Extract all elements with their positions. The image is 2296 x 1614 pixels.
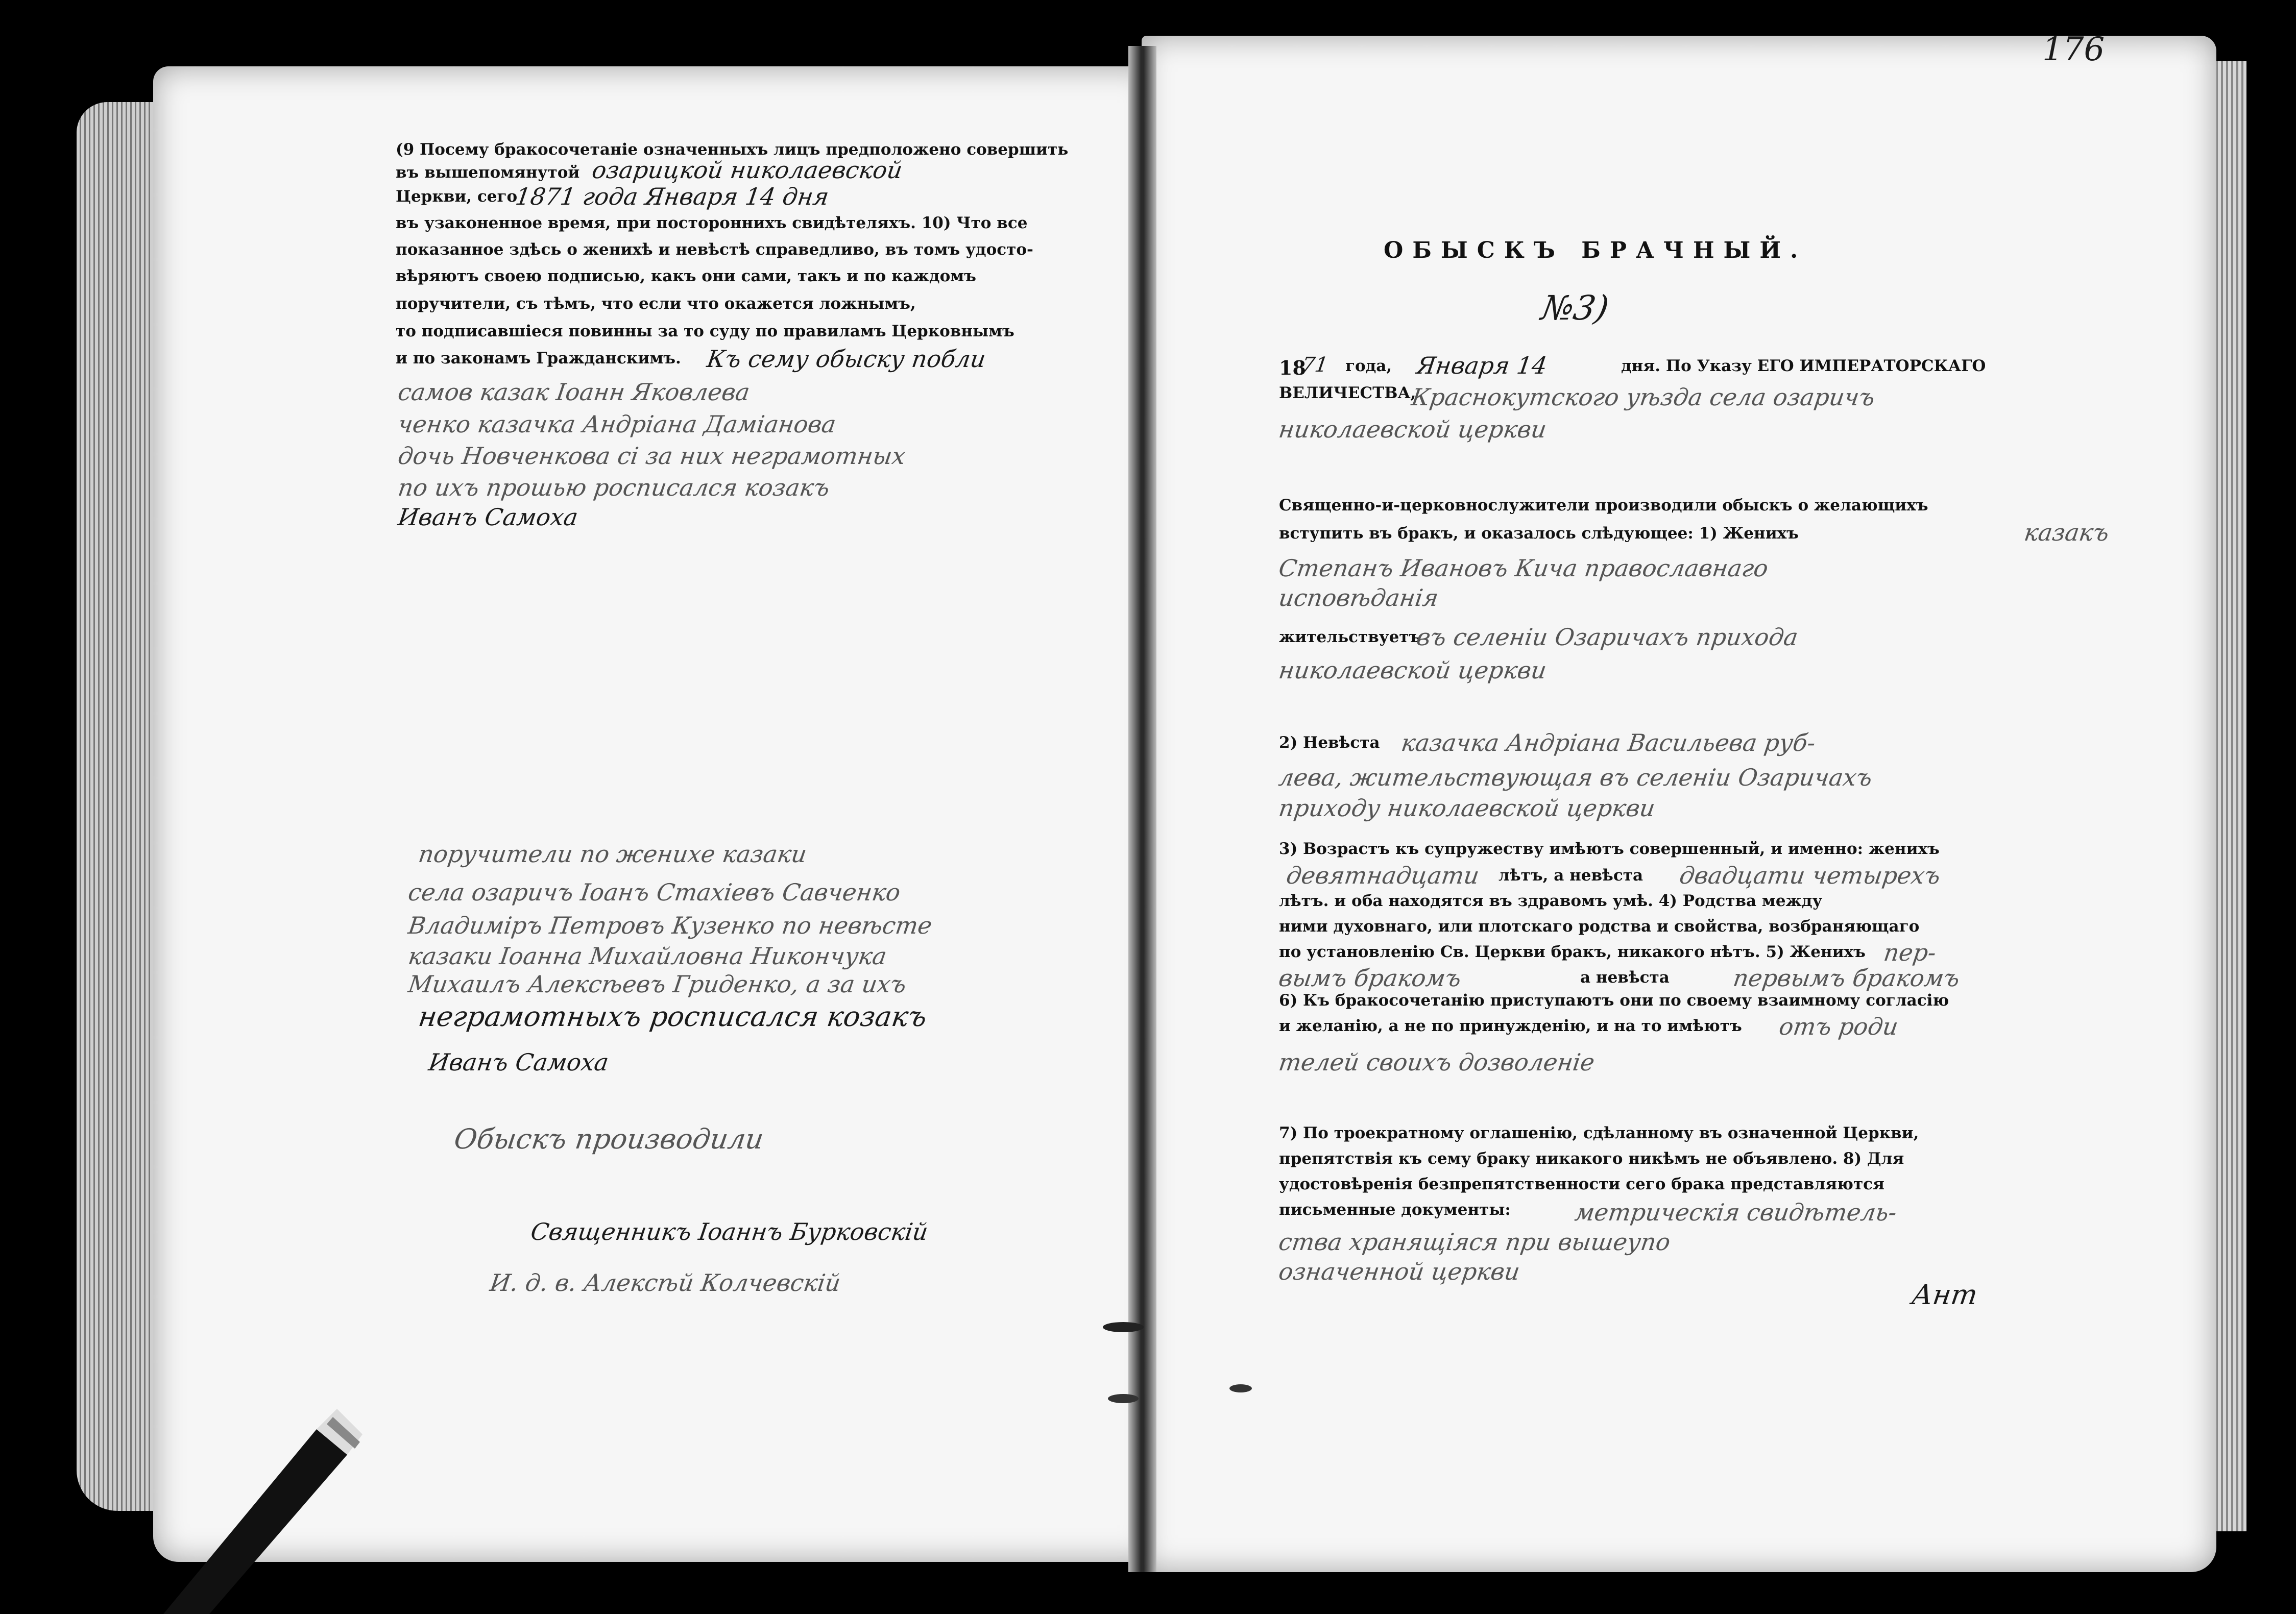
left-handwritten-line: 1871 года Января 14 дня: [514, 183, 831, 210]
right-handwritten-line: николаевской церкви: [1277, 656, 1549, 684]
pencil-icon: [153, 1399, 368, 1614]
right-printed-line: 2) Невѣста: [1279, 733, 1380, 752]
right-printed-line: и желанію, а не по принужденію, и на то имѣютъ: [1279, 1017, 1742, 1035]
right-printed-line: удостовѣренія безпрепятственности сего брака представляются: [1279, 1175, 1884, 1193]
left-printed-line: и по законамъ Гражданскимъ.: [396, 349, 681, 368]
left-handwritten-line: И. д. в. Алексѣй Колчевскій: [488, 1269, 842, 1297]
right-printed-line: письменные документы:: [1279, 1201, 1511, 1219]
right-handwritten-line: Января 14: [1415, 352, 1549, 379]
right-handwritten-line: лева, жительствующая въ селеніи Озаричахъ: [1277, 764, 1874, 791]
right-printed-line: Священно-и-церковнослужители производили обыскъ о желающихъ: [1279, 496, 1928, 515]
left-handwritten-line: озарицкой николаевской: [590, 156, 904, 184]
right-printed-line: ними духовнаго, или плотскаго родства и свойства, возбраняющаго: [1279, 917, 1920, 936]
left-handwritten-line: села озаричъ Іоанъ Стахіевъ Савченко: [406, 878, 903, 906]
right-printed-line: года,: [1345, 357, 1392, 375]
left-printed-line: въ вышепомянутой: [396, 163, 580, 182]
right-handwritten-line: отъ роди: [1777, 1013, 1900, 1040]
right-handwritten-line: девятнадцати: [1285, 862, 1481, 889]
right-handwritten-line: казачка Андріана Васильева руб-: [1399, 729, 1818, 756]
right-printed-line: по установленію Св. Церкви бракъ, никакого нѣтъ. 5) Женихъ: [1279, 943, 1866, 961]
left-handwritten-line: ченко казачка Андріана Даміанова: [396, 410, 838, 438]
left-printed-line: въ узаконенное время, при постороннихъ свидѣтеляхъ. 10) Что все: [396, 214, 1028, 232]
left-printed-line: поручители, съ тѣмъ, что если что окажется ложнымъ,: [396, 295, 916, 313]
left-printed-line: то подписавшіеся повинны за то суду по правиламъ Церковнымъ: [396, 322, 1014, 340]
right-handwritten-line: вымъ бракомъ: [1277, 964, 1463, 992]
right-handwritten-line: приходу николаевской церкви: [1277, 794, 1657, 822]
left-handwritten-line: Священникъ Іоаннъ Бурковскій: [529, 1218, 930, 1245]
right-handwritten-line: первымъ бракомъ: [1731, 964, 1962, 992]
right-printed-line: 3) Возрастъ къ супружеству имѣютъ совершенный, и именно: женихъ: [1279, 840, 1940, 858]
left-handwritten-line: Иванъ Самоха: [427, 1048, 611, 1076]
right-handwritten-line: метрическія свидѣтель-: [1573, 1199, 1899, 1226]
book-gutter: [1128, 46, 1156, 1572]
record-number: №3): [1538, 288, 1612, 328]
left-handwritten-line: по ихъ прошью росписался козакъ: [396, 474, 832, 501]
right-printed-line: лѣтъ, а невѣста: [1499, 866, 1644, 885]
right-handwritten-line: пер-: [1882, 939, 1938, 966]
left-handwritten-line: поручители по женихе казаки: [417, 840, 809, 868]
right-printed-line: 18: [1279, 356, 1306, 379]
left-handwritten-line: Къ сему обыску побли: [705, 345, 988, 373]
left-handwritten-line: Владиміръ Петровъ Кузенко по невѣсте: [406, 912, 934, 939]
right-handwritten-line: Краснокутского уѣзда села озаричъ: [1410, 383, 1877, 411]
form-title: ОБЫСКЪ БРАЧНЫЙ.: [1384, 237, 1807, 263]
right-printed-line: вступить въ бракъ, и оказалось слѣдующее: 1) Женихъ: [1279, 524, 1799, 543]
left-page-edge: [77, 102, 158, 1511]
right-printed-line: препятствія къ сему браку никакого никѣмъ не объявлено. 8) Для: [1279, 1150, 1904, 1168]
left-handwritten-line: самов казак Іоанн Яковлева: [396, 378, 752, 406]
ink-blot: [1103, 1388, 1144, 1409]
right-printed-line: 7) По троекратному оглашенію, сдѣланному въ означенной Церкви,: [1279, 1124, 1919, 1142]
folio-number: 176: [2042, 31, 2105, 68]
right-printed-line: дня. По Указу ЕГО ИМПЕРАТОРСКАГО: [1621, 357, 1986, 375]
right-handwritten-line: Степанъ Ивановъ Кича православнаго: [1277, 554, 1770, 582]
left-handwritten-line: казаки Іоанна Михайловна Никончука: [406, 942, 889, 970]
right-handwritten-line: 71: [1300, 353, 1330, 377]
left-handwritten-line: неграмотныхъ росписался козакъ: [416, 1000, 929, 1033]
right-handwritten-line: казакъ: [2022, 519, 2111, 546]
left-page: [153, 66, 1154, 1562]
left-printed-line: (9 Посему бракосочетаніе означенныхъ лицъ предположено совершить: [396, 140, 1069, 159]
right-handwritten-line: николаевской церкви: [1277, 415, 1549, 443]
right-handwritten-line: означенной церкви: [1277, 1258, 1522, 1285]
right-handwritten-line: исповѣданія: [1277, 584, 1440, 612]
right-printed-line: жительствуетъ: [1279, 628, 1421, 646]
right-handwritten-line: телей своихъ дозволеніе: [1277, 1048, 1597, 1076]
right-handwritten-line: Ант: [1910, 1279, 1980, 1311]
left-printed-line: показанное здѣсь о женихѣ и невѣстѣ справедливо, въ томъ удосто-: [396, 240, 1033, 259]
right-printed-line: а невѣста: [1580, 968, 1670, 987]
right-printed-line: ВЕЛИЧЕСТВА,: [1279, 384, 1416, 402]
right-handwritten-line: двадцати четырехъ: [1678, 862, 1942, 889]
left-handwritten-line: Михаилъ Алексѣевъ Гриденко, а за ихъ: [406, 970, 908, 998]
left-handwritten-line: Обыскъ производили: [452, 1123, 766, 1155]
left-handwritten-line: дочь Новченкова сі за них неграмотных: [396, 442, 908, 470]
right-handwritten-line: ства хранящіяся при вышеупо: [1277, 1228, 1672, 1256]
right-printed-line: 6) Къ бракосочетанію приступаютъ они по своему взаимному согласію: [1279, 991, 1949, 1010]
left-printed-line: Церкви, сего: [396, 187, 518, 206]
right-handwritten-line: въ селеніи Озаричахъ прихода: [1415, 623, 1800, 651]
ink-blot: [1225, 1378, 1256, 1399]
left-printed-line: вѣряютъ своею подписью, какъ они сами, такъ и по каждомъ: [396, 267, 976, 285]
left-handwritten-line: Иванъ Самоха: [396, 503, 580, 531]
right-printed-line: лѣтъ. и оба находятся въ здравомъ умѣ. 4) Родства между: [1279, 892, 1823, 910]
ink-blot: [1098, 1317, 1149, 1337]
